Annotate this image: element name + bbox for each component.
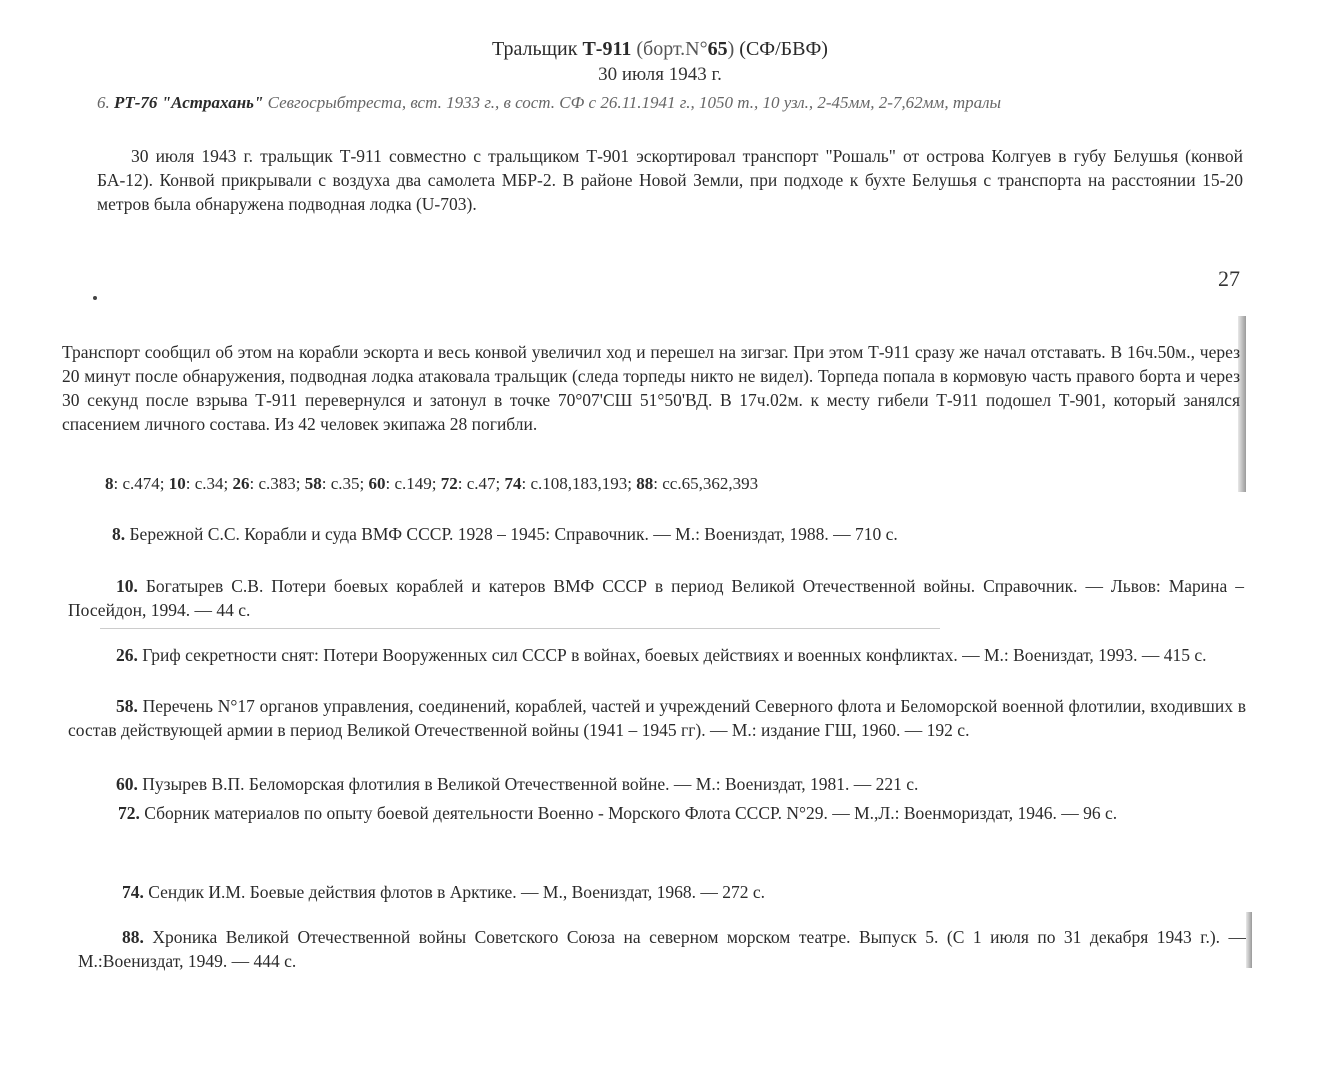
bibliography-entry-text: Гриф секретности снят: Потери Вооруженных сил СССР в войнах, боевых действиях и военных конфликтах. — М.: Воениздат, 1993. — 415 с. bbox=[137, 645, 1207, 665]
bibliography-entry-number: 26. bbox=[116, 645, 138, 665]
page-number: 27 bbox=[1218, 266, 1240, 291]
bibliography-entry-text: Пузырев В.П. Беломорская флотилия в Великой Отечественной войне. — М.: Воениздат, 1981. — 221 с. bbox=[137, 774, 919, 794]
source-ref-number: 10 bbox=[168, 474, 186, 493]
scan-dot bbox=[93, 296, 97, 300]
bibliography-entry-number: 60. bbox=[116, 774, 138, 794]
page-date: 30 июля 1943 г. bbox=[598, 64, 722, 85]
title-ship: Т-911 bbox=[582, 38, 632, 60]
source-ref-pages: : с.108,183,193; bbox=[521, 474, 637, 493]
source-ref-number: 60 bbox=[368, 474, 386, 493]
bibliography-entry-text: Сендик И.М. Боевые действия флотов в Арктике. — М., Воениздат, 1968. — 272 с. bbox=[143, 882, 766, 902]
bibliography-entry bbox=[112, 522, 1212, 546]
source-ref-pages: : с.383; bbox=[249, 474, 305, 493]
bibliography-entry bbox=[74, 801, 1246, 825]
bibliography-entry-number: 8. bbox=[112, 524, 126, 544]
bibliography-entry bbox=[68, 574, 1244, 622]
bibliography-entry-text: Сборник материалов по опыту боевой деятельности Военно - Морского Флота СССР. N°29. — М.,Л.: Военмориздат, 1946. — 96 с. bbox=[139, 803, 1118, 823]
source-ref-number: 88 bbox=[636, 474, 654, 493]
bibliography-entry-number: 10. bbox=[116, 576, 138, 596]
bibliography-entry bbox=[122, 880, 1222, 904]
scan-artifact-line bbox=[100, 628, 940, 629]
ship-desc-number: 6. bbox=[97, 93, 110, 112]
bibliography-entry-number: 72. bbox=[118, 803, 140, 823]
source-ref-number: 26 bbox=[232, 474, 250, 493]
source-ref-pages: : с.34; bbox=[185, 474, 233, 493]
source-ref-number: 74 bbox=[504, 474, 522, 493]
ship-description bbox=[97, 92, 1247, 114]
source-ref-number: 72 bbox=[440, 474, 458, 493]
title-board-open: (борт.N° bbox=[631, 38, 708, 60]
source-ref-pages: : с.149; bbox=[385, 474, 441, 493]
ship-desc-name: РТ-76 "Астрахань" bbox=[114, 93, 264, 112]
paragraph-sinking: Транспорт сообщил об этом на корабли эскорта и весь конвой увеличил ход и перешел на зигзаг. При этом Т-911 сразу же начал отставать. В 16ч.50м., через 20 минут после обнаружения, подводная лодка атаковала тральщик (следа торпеды никто не видел). Торпеда попала в кормовую часть правого борта и через 30 секунд после взрыва Т-911 перевернулся и затонул в точке 70°07'СШ 51°50'ВД. В 17ч.02м. к месту гибели Т-911 подошел Т-901, который занялся спасением личного состава. Из 42 человек экипажа 28 погибли. bbox=[62, 342, 1240, 434]
bibliography-entry-text: Бережной С.С. Корабли и суда ВМФ СССР. 1928 – 1945: Справочник. — М.: Воениздат, 1988. — 710 с. bbox=[125, 524, 898, 544]
title-board-close: ) bbox=[727, 38, 735, 60]
bibliography-entry-number: 74. bbox=[122, 882, 144, 902]
bibliography-entry bbox=[68, 694, 1246, 742]
bibliography-entry-text: Перечень N°17 органов управления, соединений, кораблей, частей и учреждений Северного флота и Беломорской военной флотилии, входивших в состав действующей армии в период Великой Отечественной войны (1941 – 1945 гг). — М.: издание ГШ, 1960. — 192 с. bbox=[68, 696, 1246, 740]
source-ref-pages: : сс.65,362,393 bbox=[653, 474, 759, 493]
paragraph-intro: 30 июля 1943 г. тральщик Т-911 совместно с тральщиком Т-901 эскортировал транспорт "Рошаль" от острова Колгуев в губу Белушья (конвой БА-12). Конвой прикрывали с воздуха два самолета МБР-2. В районе Новой Земли, при подходе к бухте Белушья с транспорта на расстоянии 15-20 метров была обнаружена подводная лодка (U-703). bbox=[97, 146, 1243, 214]
source-references-line bbox=[105, 474, 1205, 494]
source-ref-pages: : с.47; bbox=[457, 474, 505, 493]
bibliography-entry-text: Богатырев С.В. Потери боевых кораблей и катеров ВМФ СССР в период Великой Отечественной войны. Справочник. — Львов: Марина – Посейдон, 1994. — 44 с. bbox=[68, 576, 1244, 620]
title-prefix: Тральщик bbox=[492, 38, 583, 60]
bibliography-entry bbox=[116, 772, 1216, 796]
bibliography-entry-number: 88. bbox=[122, 927, 144, 947]
bibliography-entry-number: 58. bbox=[116, 696, 138, 716]
source-ref-pages: : с.35; bbox=[321, 474, 369, 493]
title-board-num: 65 bbox=[707, 38, 728, 60]
scan-edge-shadow bbox=[1246, 912, 1252, 968]
bibliography-entry-text: Хроника Великой Отечественной войны Советского Союза на северном морском театре. Выпуск 5. (С 1 июля по 31 декабря 1943 г.). — М.:Воениздат, 1949. — 444 с. bbox=[78, 927, 1246, 971]
bibliography-entry bbox=[78, 925, 1246, 973]
source-ref-number: 58 bbox=[304, 474, 322, 493]
title-fleet: (СФ/БВФ) bbox=[734, 38, 828, 60]
bibliography-entry bbox=[68, 643, 1244, 667]
ship-desc-details: Севгосрыбтреста, вст. 1933 г., в сост. СФ с 26.11.1941 г., 1050 т., 10 узл., 2-45мм, 2-7,62мм, тралы bbox=[263, 93, 1002, 112]
source-ref-number: 8 bbox=[105, 474, 114, 493]
page-title bbox=[0, 36, 1320, 62]
source-ref-pages: : с.474; bbox=[113, 474, 169, 493]
